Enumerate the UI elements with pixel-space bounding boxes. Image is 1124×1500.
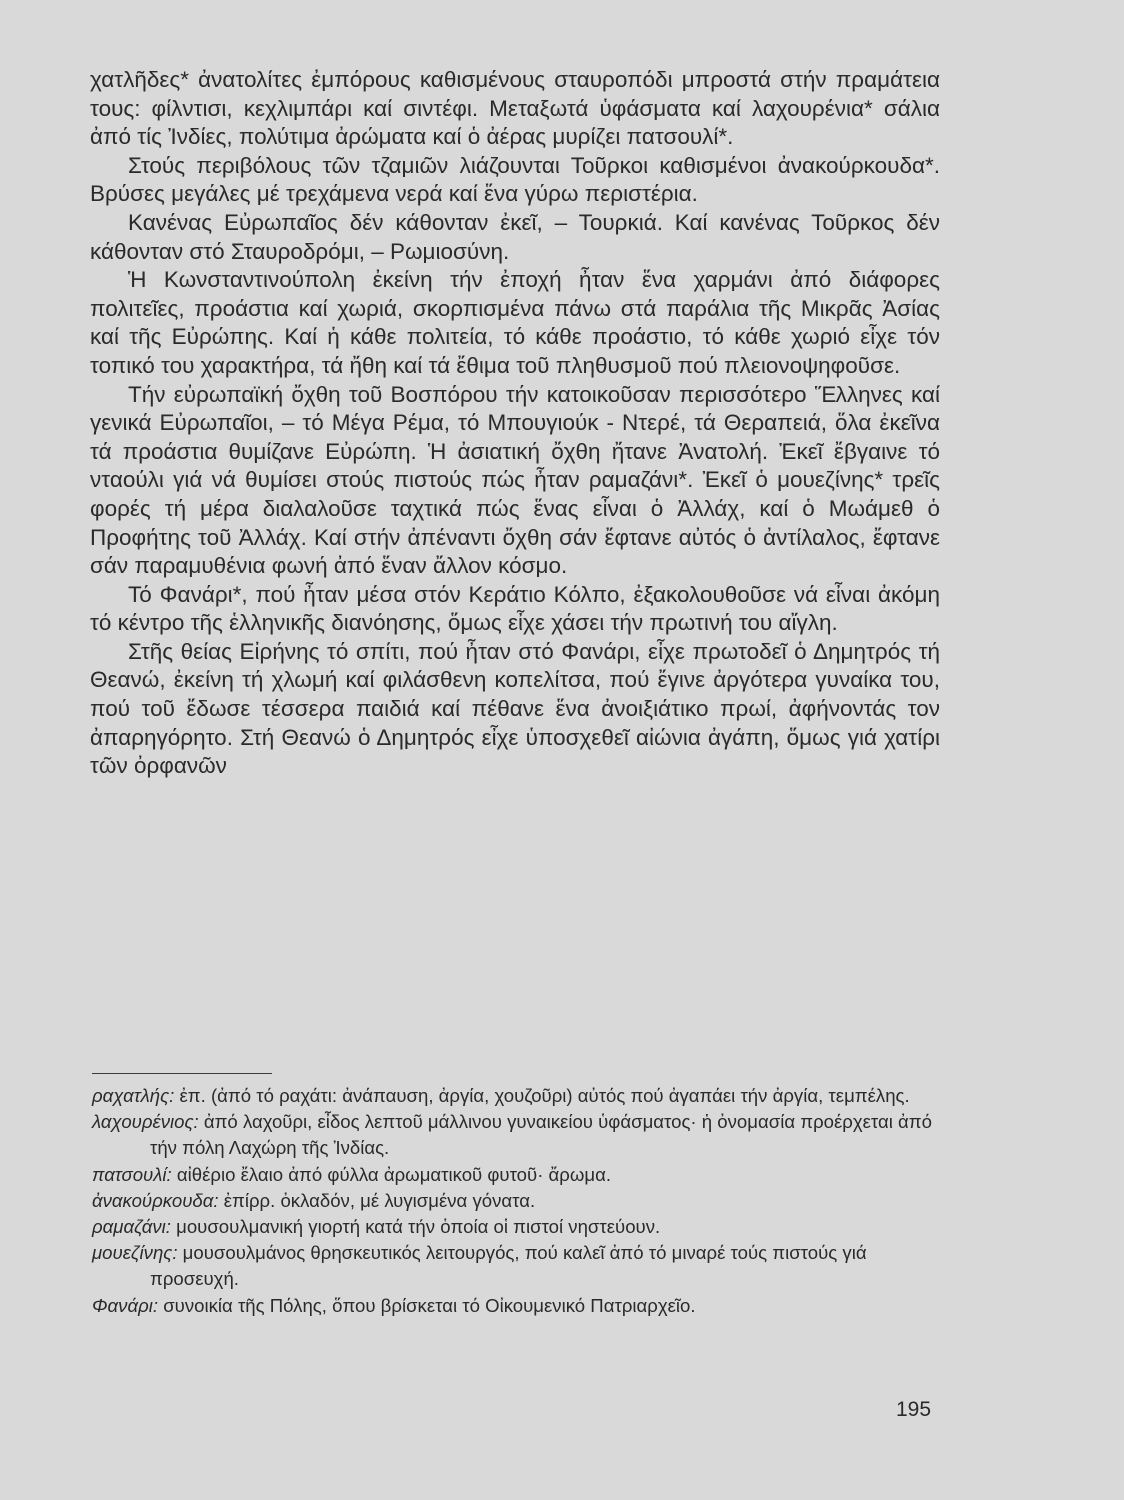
footnote — [92, 1083, 944, 1109]
footnote — [92, 1240, 944, 1292]
footnote-divider — [92, 1073, 272, 1074]
footnote — [92, 1214, 944, 1240]
paragraph: Στῆς θείας Εἰρήνης τό σπίτι, πού ἦταν στό Φανάρι, εἶχε πρωτοδεῖ ὁ Δημητρός τή Θεανώ, ἐκείνη τή χλωμή καί φιλάσθενη κοπελίτσα, πού ἔγινε ἀργότερα γυναίκα του, πού τοῦ ἔδωσε τέσσερα παιδιά καί πέθανε ἕνα ἀνοιξιάτικο πρωί, ἀφήνοντάς τον ἀπαρηγόρητο. Στή Θεανώ ὁ Δημητρός εἶχε ὑποσχεθεῖ αἰώνια ἀγάπη, ὅμως γιά χατίρι τῶν ὀρφανῶν — [90, 638, 940, 779]
footnote-definition: ἐπίρρ. ὀκλαδόν, μέ λυγισμένα γόνατα. — [223, 1189, 536, 1211]
footnote-definition: αἰθέριο ἔλαιο ἀπό φύλλα ἀρωματικοῦ φυτοῦ· ἄρωμα. — [176, 1163, 612, 1185]
footnote-definition: μουσουλμανική γιορτή κατά τήν ὁποία οἱ πιστοί νηστεύουν. — [176, 1216, 661, 1238]
paragraph: Τήν εὐρωπαϊκή ὄχθη τοῦ Βοσπόρου τήν κατοικοῦσαν περισσότερο Ἕλληνες καί γενικά Εὐρωπαῖοι, – τό Μέγα Ρέμα, τό Μπουγιούκ - Ντερέ, τά Θεραπειά, ὅλα ἐκεῖνα τά προάστια θυμίζανε Εὐρώπη. Ἡ ἀσιατική ὄχθη ἤτανε Ἀνατολή. Ἐκεῖ ἔβγαινε τό νταούλι γιά νά θυμίσει στούς πιστούς πώς ἦταν ραμαζάνι*. Ἐκεῖ ὁ μουεζίνης* τρεῖς φορές τή μέρα διαλαλοῦσε ταχτικά πώς ἕνας εἶναι ὁ Ἀλλάχ, καί ὁ Μωάμεθ ὁ Προφήτης τοῦ Ἀλλάχ. Καί στήν ἀπέναντι ὄχθη σάν ἔφτανε αὐτός ὁ ἀντίλαλος, ἔφτανε σάν παραμυθένια φωνή ἀπό ἕναν ἄλλον κόσμο. — [90, 381, 940, 579]
paragraph: Τό Φανάρι*, πού ἦταν μέσα στόν Κεράτιο Κόλπο, ἐξακολουθοῦσε νά εἶναι ἀκόμη τό κέντρο τῆς ἑλληνικῆς διανόησης, ὅμως εἶχε χάσει τήν πρωτινή του αἴγλη. — [90, 581, 940, 636]
footnote-definition: ἀπό λαχοῦρι, εἶδος λεπτοῦ μάλλινου γυναικείου ὑφάσματος· ἡ ὀνομασία προέρχεται ἀπό τήν πόλη Λαχώρη τῆς Ἰνδίας. — [150, 1111, 932, 1159]
footnote — [92, 1188, 944, 1214]
page-number: 195 — [896, 1398, 932, 1421]
paragraph: χατλῆδες* ἀνατολίτες ἐμπόρους καθισμένους σταυροπόδι μπροστά στήν πραμάτεια τους: φίλντισι, κεχλιμπάρι καί σιντέφι. Μεταξωτά ὑφάσματα καί λαχουρένια* σάλια ἀπό τίς Ἰνδίες, πολύτιμα ἀρώματα καί ὁ ἀέρας μυρίζει πατσουλί*. — [90, 67, 940, 150]
footnote-term: λαχουρένιος: — [92, 1111, 199, 1133]
footnote-definition: συνοικία τῆς Πόλης, ὅπου βρίσκεται τό Οἰκουμενικό Πατριαρχεῖο. — [163, 1294, 696, 1316]
footnotes — [92, 1083, 944, 1319]
paragraph: Στούς περιβόλους τῶν τζαμιῶν λιάζουνται Τοῦρκοι καθισμένοι ἀνακούρκουδα*. Βρύσες μεγάλες μέ τρεχάμενα νερά καί ἕνα γύρω περιστέρια. — [90, 152, 940, 207]
footnote-term: ραχατλής: — [92, 1085, 175, 1106]
footnote-term: ἀνακούρκουδα: — [92, 1189, 219, 1211]
footnote — [92, 1162, 944, 1188]
footnote — [92, 1109, 944, 1161]
main-text — [90, 66, 940, 781]
footnote-term: μουεζίνης: — [92, 1242, 178, 1264]
footnote-definition: μουσουλμάνος θρησκευτικός λειτουργός, πού καλεῖ ἀπό τό μιναρέ τούς πιστούς γιά προσευχή. — [150, 1242, 867, 1290]
paragraph: Ἡ Κωνσταντινούπολη ἐκείνη τήν ἐποχή ἦταν ἕνα χαρμάνι ἀπό διάφορες πολιτεῖες, προάστια καί χωριά, σκορπισμένα πάνω στά παράλια τῆς Μικρᾶς Ἀσίας καί τῆς Εὐρώπης. Καί ἡ κάθε πολιτεία, τό κάθε προάστιο, τό κάθε χωριό εἶχε τόν τοπικό του χαρακτήρα, τά ἤθη καί τά ἔθιμα τοῦ πληθυσμοῦ πού πλειονοψηφοῦσε. — [90, 267, 940, 378]
footnote-term: ραμαζάνι: — [92, 1216, 171, 1238]
footnote — [92, 1293, 944, 1319]
footnote-term: Φανάρι: — [92, 1294, 159, 1316]
footnote-term: πατσουλί: — [92, 1163, 172, 1185]
footnote-definition: ἐπ. (ἀπό τό ραχάτι: ἀνάπαυση, ἀργία, χουζοῦρι) αὐτός πού ἀγαπάει τήν ἀργία, τεμπέλης. — [179, 1085, 910, 1106]
paragraph: Κανένας Εὐρωπαῖος δέν κάθονταν ἐκεῖ, – Τουρκιά. Καί κανένας Τοῦρκος δέν κάθονταν στό Σταυροδρόμι, – Ρωμιοσύνη. — [90, 209, 940, 264]
